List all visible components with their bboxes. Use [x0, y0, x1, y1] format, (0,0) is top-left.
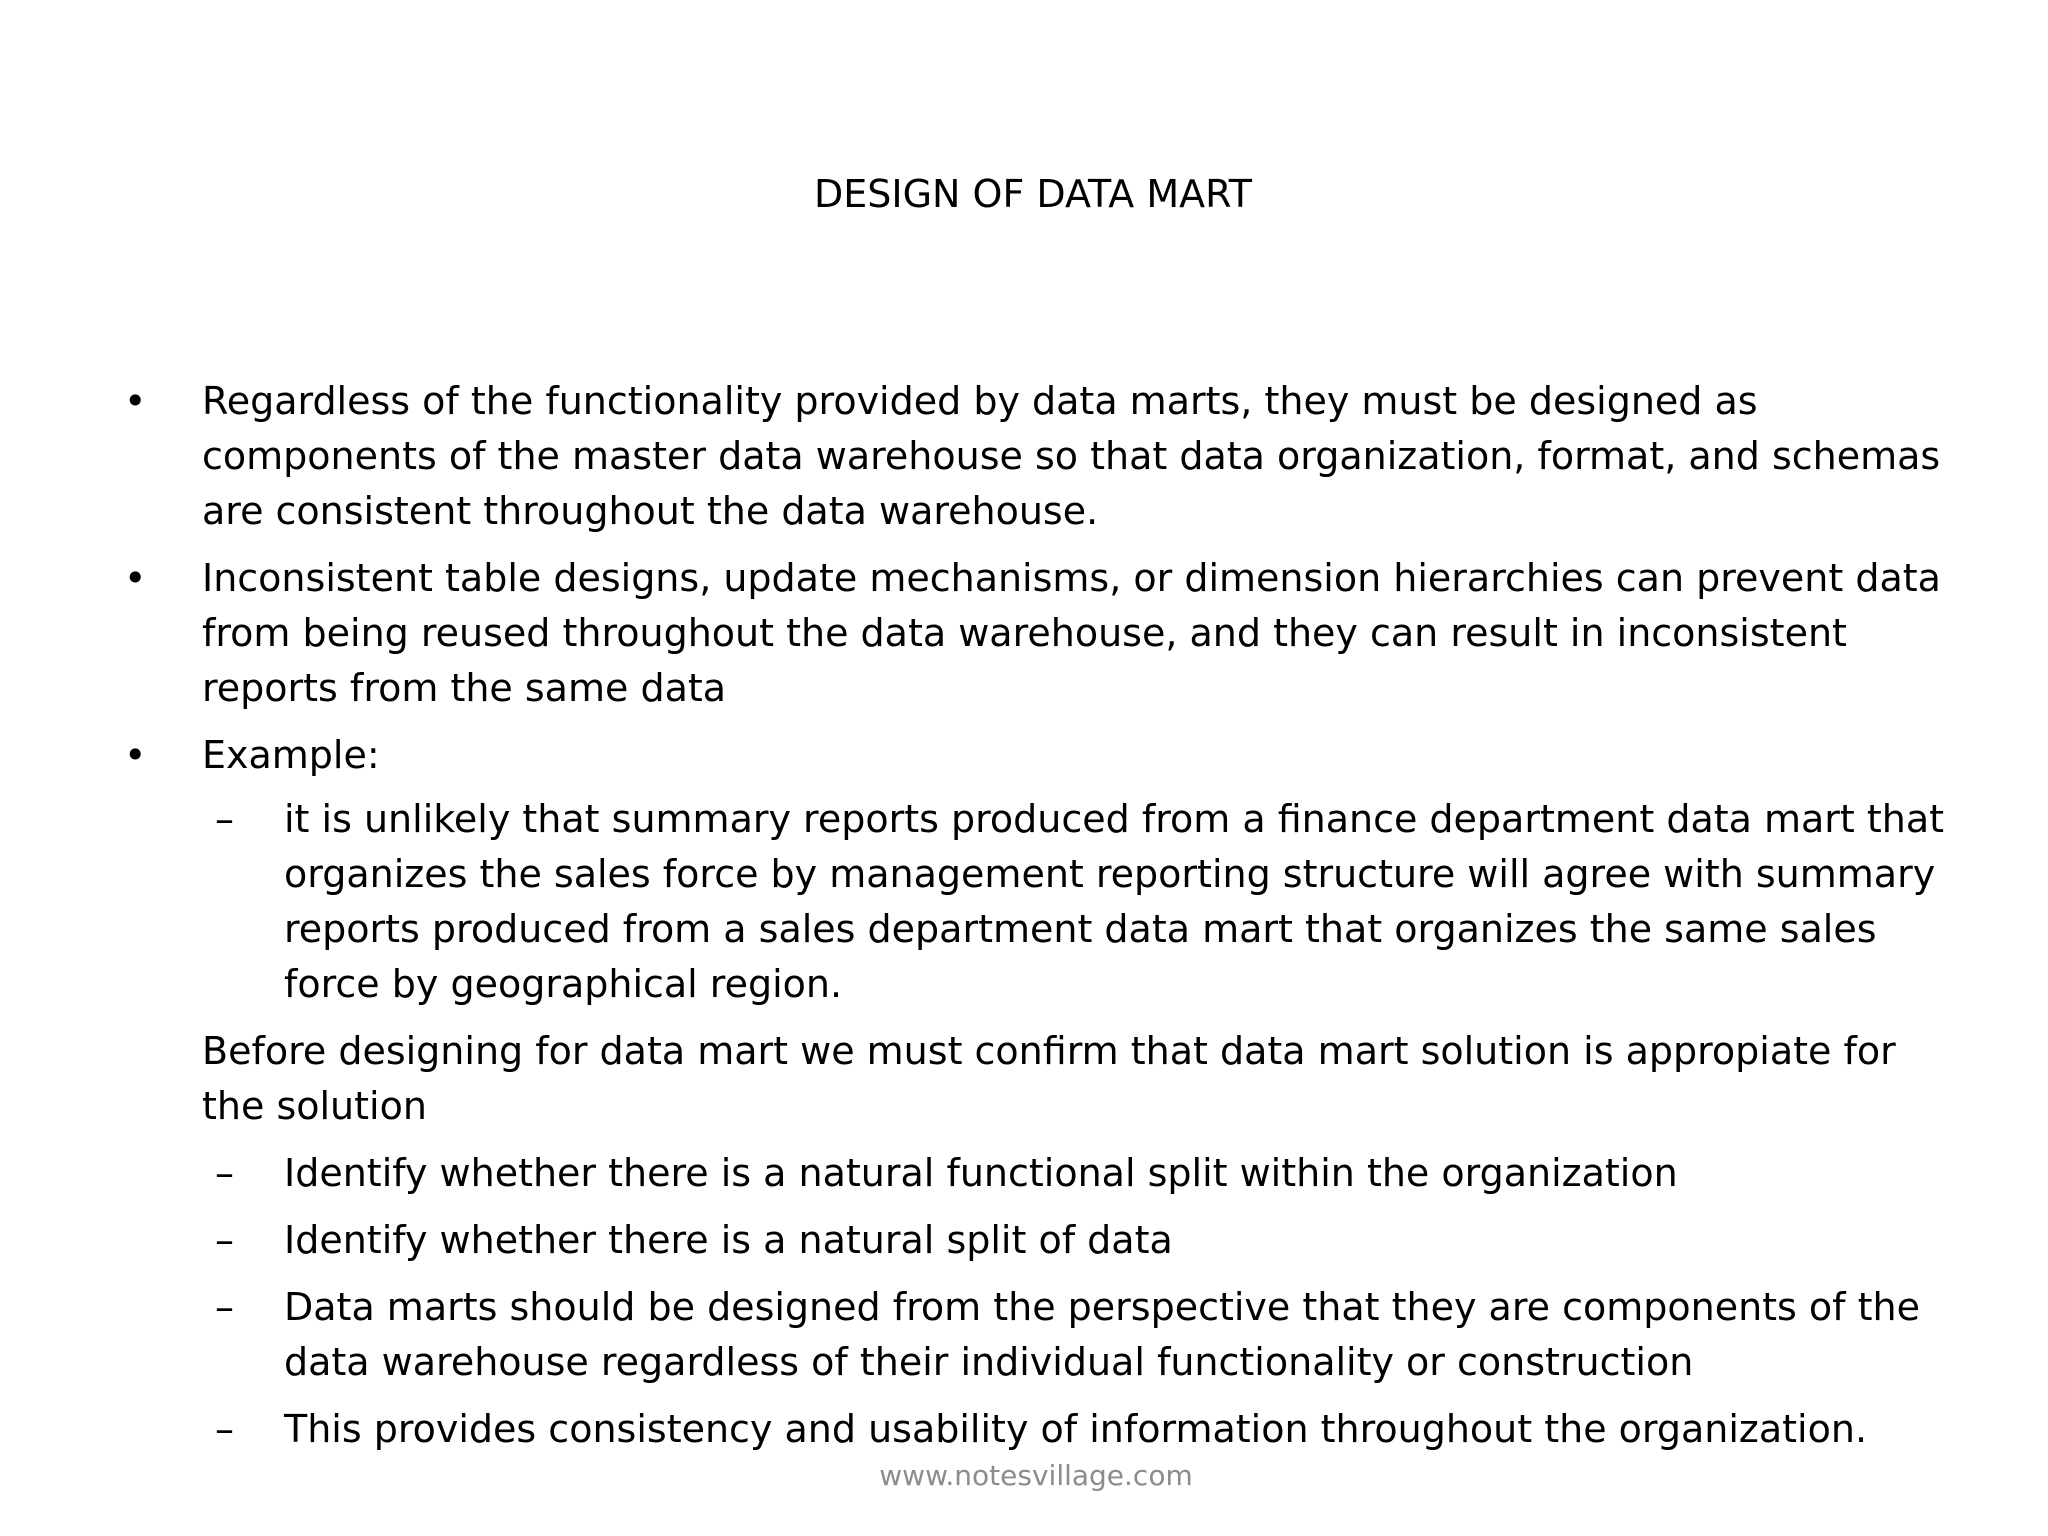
dash-marker: –	[215, 1218, 234, 1262]
bullet-marker: •	[124, 379, 147, 423]
slide-title: DESIGN OF DATA MART	[813, 172, 1252, 216]
dash-marker: –	[215, 1285, 234, 1329]
bullet-marker: •	[124, 556, 147, 600]
bullet-item	[124, 728, 1964, 783]
slide-body	[124, 374, 1964, 1457]
bullet-item	[124, 374, 1964, 539]
sub-bullet-item	[215, 792, 1964, 1012]
dash-marker: –	[215, 1151, 234, 1195]
sub-bullet-text: This provides consistency and usability of information throughout the organization.	[284, 1407, 1868, 1451]
sub-bullet-text: Identify whether there is a natural split of data	[284, 1218, 1173, 1262]
footer-url: www.notesvillage.com	[879, 1459, 1193, 1492]
sub-bullet-text: it is unlikely that summary reports produced from a finance department data mart that organizes the sales force by management reporting structure will agree with summary reports produced from a sales department data mart that organizes the same sales force by geographical region.	[284, 797, 1945, 1006]
bullet-item	[124, 551, 1964, 716]
sub-bullet-item	[215, 1402, 1964, 1457]
bullet-text: Example:	[202, 733, 380, 777]
sub-bullet-item	[215, 1146, 1964, 1201]
bullet-text: Regardless of the functionality provided by data marts, they must be designed as components of the master data warehouse so that data organization, format, and schemas are consistent throughout the data warehouse.	[202, 379, 1941, 533]
dash-marker: –	[215, 1407, 234, 1451]
sub-bullet-text: Identify whether there is a natural functional split within the organization	[284, 1151, 1678, 1195]
sub-bullet-text: Data marts should be designed from the perspective that they are components of the data warehouse regardless of their individual functionality or construction	[284, 1285, 1921, 1384]
sub-bullet-item	[215, 1213, 1964, 1268]
bullet-text: Inconsistent table designs, update mechanisms, or dimension hierarchies can prevent data from being reused throughout the data warehouse, and they can result in inconsistent reports from the same data	[202, 556, 1941, 710]
paragraph-item	[124, 1024, 1964, 1134]
paragraph-text: Before designing for data mart we must confirm that data mart solution is appropiate for the solution	[202, 1029, 1896, 1128]
dash-marker: –	[215, 797, 234, 841]
sub-bullet-item	[215, 1280, 1964, 1390]
bullet-marker: •	[124, 733, 147, 777]
